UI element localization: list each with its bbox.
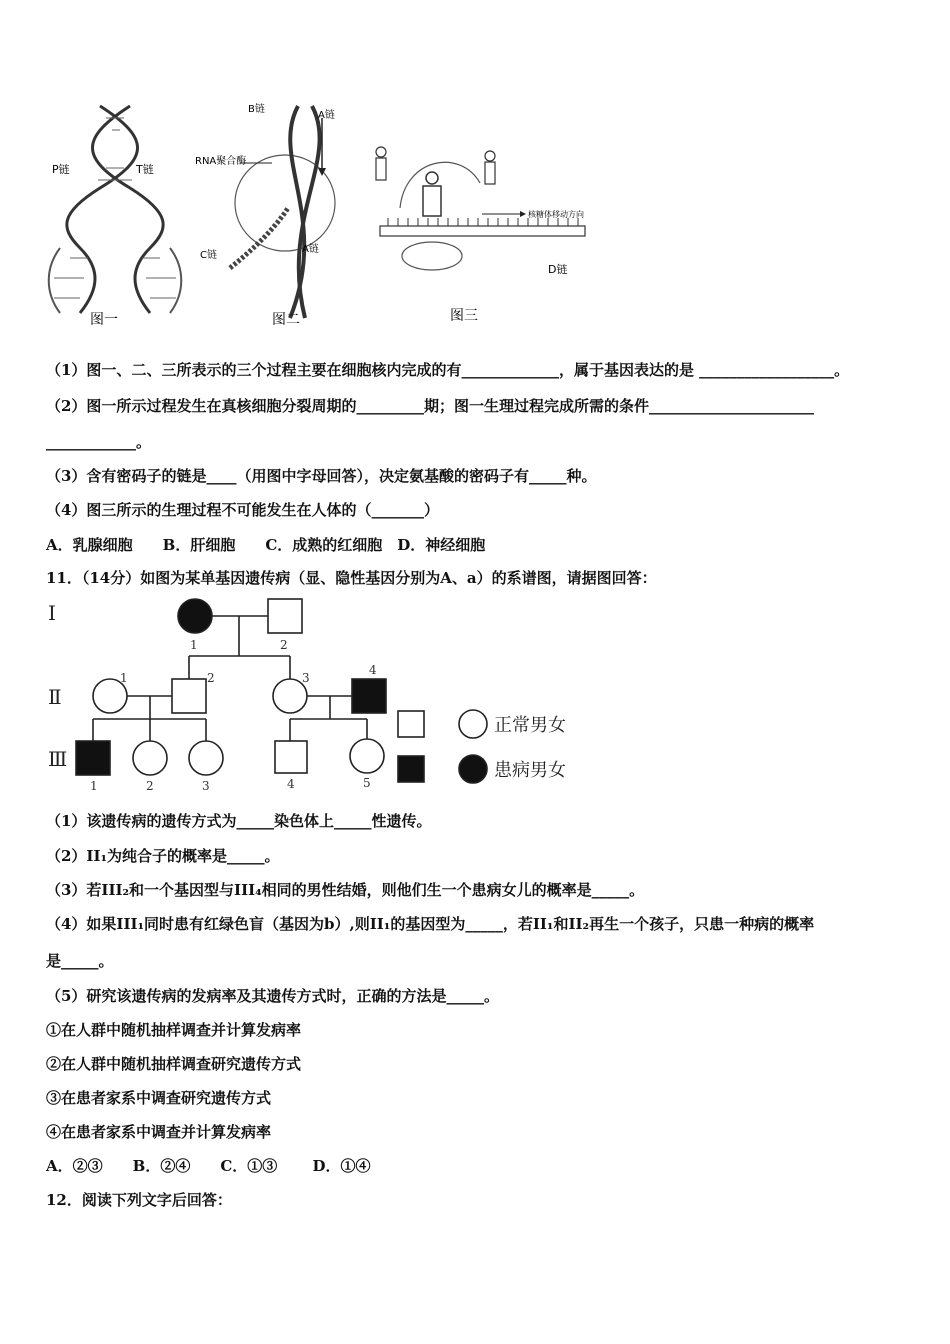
num-III2: 2 [146, 779, 154, 793]
num-III1: 1 [90, 779, 98, 793]
p-strand-label: P链 [52, 163, 70, 176]
c-strand-label: C链 [200, 250, 217, 261]
generation-1-label: Ⅰ [48, 601, 56, 625]
legend-affected-male [398, 756, 424, 782]
q11-statement-3: ③在患者家系中调查研究遗传方式 [46, 1089, 272, 1107]
individual-III5 [350, 739, 384, 773]
figure-one-caption: 图一 [90, 312, 118, 328]
num-III3: 3 [202, 779, 210, 793]
q11-part5: （5）研究该遗传病的发病率及其遗传方式时，正确的方法是_____。 [46, 987, 499, 1005]
num-III5: 5 [363, 776, 371, 790]
individual-III3 [189, 741, 223, 775]
q11-part3: （3）若III₂和一个基因型与III₄相同的男性结婚，则他们生一个患病女儿的概率是_____。 [46, 881, 645, 899]
q11-statement-2: ②在人群中随机抽样调查研究遗传方式 [46, 1055, 302, 1073]
pedigree-chart [40, 594, 600, 794]
q11-part1: （1）该遗传病的遗传方式为_____染色体上_____性遗传。 [46, 812, 432, 830]
legend-normal-female [459, 710, 487, 738]
q11-part4-cont: 是_____。 [46, 952, 114, 970]
legend-normal-label: 正常男女 [494, 715, 566, 736]
individual-III4 [275, 741, 307, 773]
num-II3: 3 [302, 671, 310, 685]
rna-polymerase-label: RNA聚合酶 [195, 156, 247, 167]
legend-affected-female [459, 755, 487, 783]
num-II1: 1 [120, 671, 128, 685]
q12-header: 12．阅读下列文字后回答： [46, 1191, 232, 1209]
q11-part4: （4）如果III₁同时患有红绿色盲（基因为b）,则II₁的基因型为_____，若II₁和II₂再生一个孩子，只患一种病的概率 [46, 915, 815, 933]
figure-one-replication [49, 106, 182, 328]
individual-III2 [133, 741, 167, 775]
q10-part3: （3）含有密码子的链是____（用图中字母回答），决定氨基酸的密码子有_____种。 [46, 467, 597, 485]
num-II4: 4 [369, 663, 377, 677]
q11-statement-4: ④在患者家系中调查并计算发病率 [46, 1123, 272, 1141]
q10-part2-cont: ____________。 [46, 433, 152, 451]
q11-statement-1: ①在人群中随机抽样调查并计算发病率 [46, 1021, 302, 1039]
individual-II4 [352, 679, 386, 713]
a-strand-label-top: A链 [318, 110, 335, 121]
q10-options: A．乳腺细胞 B．肝细胞 C．成熟的红细胞 D．神经细胞 [46, 536, 486, 554]
b-strand-label: B链 [248, 104, 265, 115]
ribosome-direction-label: 核糖体移动方向 [528, 210, 584, 219]
figure-two-transcription [195, 102, 335, 328]
num-III4: 4 [287, 777, 295, 791]
generation-3-label: Ⅲ [48, 747, 68, 771]
figure-two-caption: 图二 [272, 312, 300, 328]
figure-three-translation [376, 147, 585, 324]
legend-normal-male [398, 711, 424, 737]
d-strand-label: D链 [548, 263, 568, 276]
num-II2: 2 [207, 671, 215, 685]
individual-III1 [76, 741, 110, 775]
q11-header: 11．（14分）如图为某单基因遗传病（显、隐性基因分别为A、a）的系谱图，请据图回答： [46, 569, 657, 587]
individual-I1 [178, 599, 212, 633]
dna-process-figures [40, 98, 600, 338]
a-strand-label-bottom: A链 [302, 244, 319, 255]
individual-I2 [268, 599, 302, 633]
num-I1: 1 [190, 638, 198, 652]
legend-affected-label: 患病男女 [494, 760, 566, 781]
generation-2-label: Ⅱ [48, 685, 62, 709]
q10-part1: （1）图一、二、三所表示的三个过程主要在细胞核内完成的有_____________，属于基因表达的是 __________________。 [46, 361, 850, 379]
t-strand-label: T链 [136, 163, 154, 176]
q10-part4: （4）图三所示的生理过程不可能发生在人体的（_______） [46, 501, 439, 519]
num-I2: 2 [280, 638, 288, 652]
q10-part2: （2）图一所示过程发生在真核细胞分裂周期的_________期；图一生理过程完成所需的条件______________________ [46, 397, 814, 415]
individual-II2 [172, 679, 206, 713]
figure-three-caption: 图三 [450, 308, 478, 324]
q11-options: A．②③ B．②④ C．①③ D．①④ [46, 1157, 371, 1175]
q11-part2: （2）II₁为纯合子的概率是_____。 [46, 847, 280, 865]
